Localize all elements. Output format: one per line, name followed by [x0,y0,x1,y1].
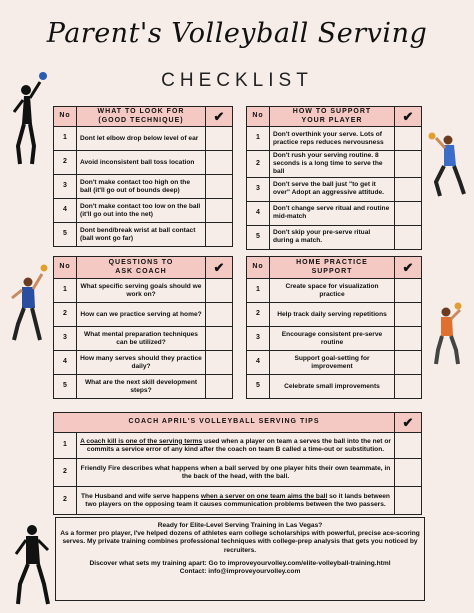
promo-body: As a former pro player, I've helped dozens of athletes earn college scholarships with powerful, precise ace-scoring serves. My private training combines professional techniques with college-prep analysis that gets you noticed by recruiters. [60,530,420,554]
table-heading: WHAT TO LOOK FOR (GOOD TECHNIQUE) [77,107,206,127]
good-technique-table [53,106,233,247]
check-icon: ✔ [206,107,233,127]
table-row: 2 Don't rush your serving routine. 8 seconds is a long time to serve the ball [247,151,422,178]
checkbox[interactable] [206,199,233,223]
checkbox[interactable] [206,375,233,399]
check-icon: ✔ [395,107,422,127]
player-figure-mid-left [4,262,52,342]
no-column-header: No [247,107,270,127]
no-column-header: No [54,107,77,127]
checkbox[interactable] [395,201,422,225]
checkbox[interactable] [395,279,422,303]
table-row: 2 The Husband and wife serve happens when a server on one team aims the ball so it lands between two players on the opposing team it causes communication problems between the two passers. [54,487,422,515]
home-practice-table [246,256,422,399]
promo-box [55,517,425,601]
checkbox[interactable] [206,223,233,247]
table-row: 3 Don't make contact too high on the ball (it'll go out of bounds deep) [54,175,233,199]
tips-heading: COACH APRIL'S VOLLEYBALL SERVING TIPS [54,413,395,433]
table-row: 5 Celebrate small improvements [247,375,422,399]
table-row: 4 Don't change serve ritual and routine mid-match [247,201,422,225]
checkbox[interactable] [395,487,422,515]
table-heading: QUESTIONS TO ASK COACH [77,257,206,279]
table-row: 1 A coach kill is one of the serving terms used when a player on team a serves the ball into the net or commits a service error of any kind after the coach on team B called a time-out or substitution. [54,433,422,459]
table-row: 2 Help track daily serving repetitions [247,303,422,327]
checkbox[interactable] [395,127,422,151]
table-row: 1 What specific serving goals should we work on? [54,279,233,303]
table-row: 5 What are the next skill development steps? [54,375,233,399]
table-row: 3 Encourage consistent pre-serve routine [247,327,422,351]
promo-contact[interactable]: Contact: info@improveyourvolley.com [179,568,301,576]
checkbox[interactable] [206,175,233,199]
table-heading: HOW TO SUPPORT YOUR PLAYER [270,107,395,127]
table-row: 1 Create space for visualization practice [247,279,422,303]
checkbox[interactable] [206,127,233,151]
checkbox[interactable] [206,279,233,303]
checkbox[interactable] [206,151,233,175]
table-row: 5 Don't skip your pre-serve ritual during a match. [247,225,422,249]
checkbox[interactable] [395,375,422,399]
checkbox[interactable] [395,151,422,178]
check-icon: ✔ [206,257,233,279]
checkbox[interactable] [395,225,422,249]
player-figure-bottom-left [10,520,56,606]
checkbox[interactable] [395,351,422,375]
checkbox[interactable] [206,351,233,375]
promo-link[interactable]: Discover what sets my training apart: Go to improveyourvolley.com/elite-volleyball-training.html [89,559,391,567]
page-title: Parent's Volleyball Serving [46,18,428,49]
checkbox[interactable] [395,303,422,327]
support-player-table [246,106,422,250]
player-figure-mid-right [428,300,470,366]
table-row: 4 Don't make contact too low on the ball (it'll go out into the net) [54,199,233,223]
checkbox[interactable] [395,459,422,487]
checkbox[interactable] [206,303,233,327]
table-row: 2 Friendly Fire describes what happens when a ball served by one player hits their own teammate, in the back of the head, with the ball. [54,459,422,487]
checkbox[interactable] [395,327,422,351]
table-row: 1 Dont let elbow drop below level of ear [54,127,233,151]
ask-coach-table [53,256,233,399]
no-column-header: No [247,257,270,279]
player-figure-top-right [424,126,470,198]
table-row: 4 Support goal-setting for improvement [247,351,422,375]
table-row: 2 Avoid inconsistent ball toss location [54,151,233,175]
table-row: 1 Don't overthink your serve. Lots of practice reps reduces nervousness [247,127,422,151]
player-figure-top-left [8,68,50,168]
table-row: 5 Dont bend/break wrist at ball contact (ball wont go far) [54,223,233,247]
table-row: 3 What mental preparation techniques can be utilized? [54,327,233,351]
check-icon: ✔ [395,413,422,433]
table-row: 4 How many serves should they practice daily? [54,351,233,375]
no-column-header: No [54,257,77,279]
checkbox[interactable] [206,327,233,351]
checkbox[interactable] [395,177,422,201]
table-row: 2 How can we practice serving at home? [54,303,233,327]
table-heading: HOME PRACTICE SUPPORT [270,257,395,279]
serving-tips-table [53,412,422,515]
promo-headline: Ready for Elite-Level Serving Training in Las Vegas? [157,522,323,529]
table-row: 3 Don't serve the ball just "to get it over" Adopt an aggressive attitude. [247,177,422,201]
checkbox[interactable] [395,433,422,459]
page-subtitle: CHECKLIST [161,70,313,91]
check-icon: ✔ [395,257,422,279]
